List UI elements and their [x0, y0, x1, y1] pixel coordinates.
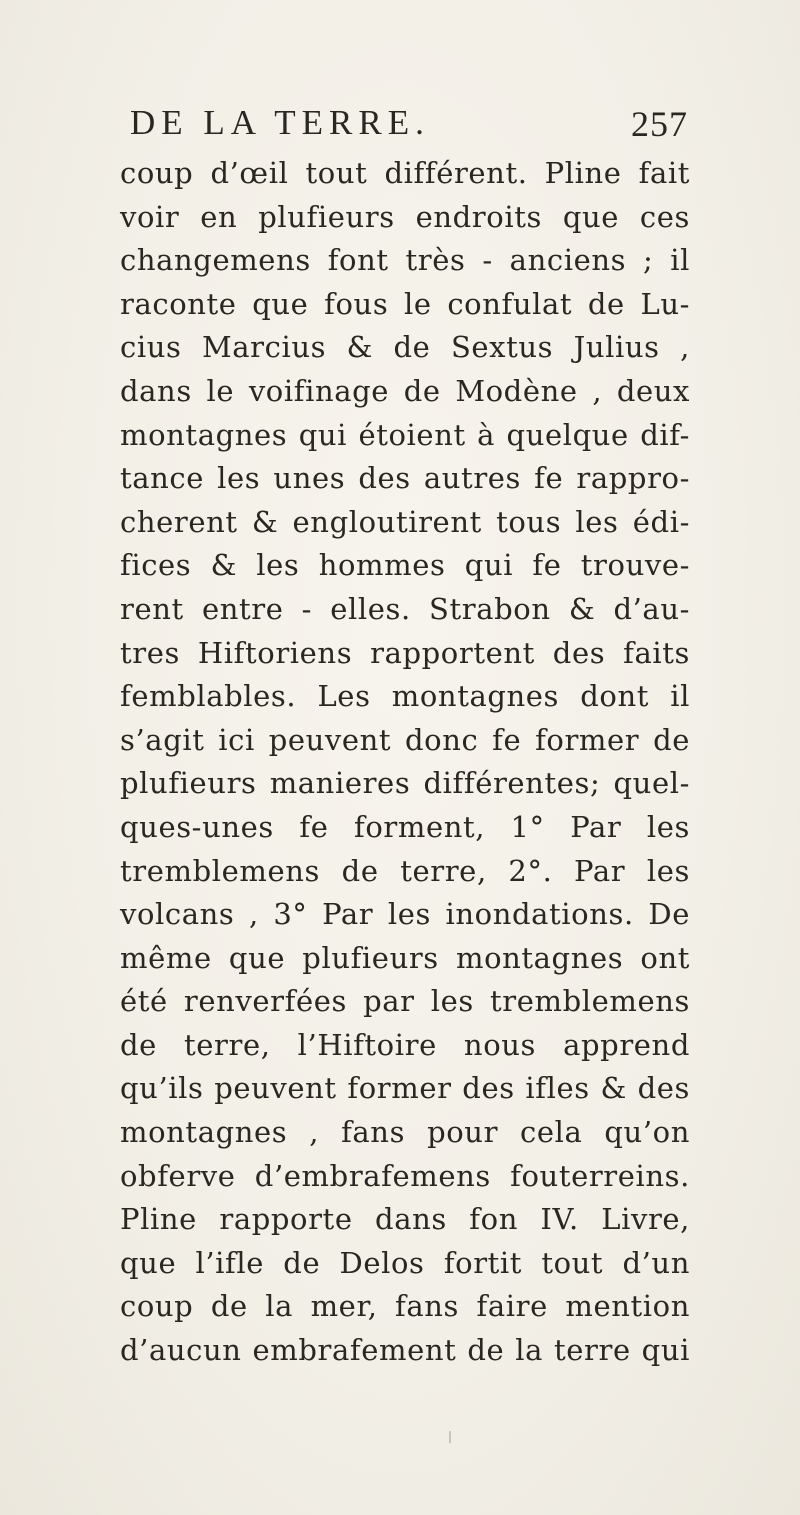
- text-line: raconte que fous le confulat de Lu-: [120, 286, 690, 321]
- body-text: [120, 152, 690, 1373]
- text-line: de terre, l’Hiftoire nous apprend: [120, 1027, 690, 1062]
- ink-mark: [449, 1431, 451, 1443]
- text-line: coup de la mer, fans faire mention: [120, 1289, 690, 1324]
- page-number: 257: [631, 104, 688, 144]
- text-line: tres Hiftoriens rapportent des faits: [120, 635, 690, 670]
- text-line: tremblemens de terre, 2°. Par les: [120, 853, 690, 888]
- text-line: fices & les hommes qui fe trouve-: [120, 548, 690, 583]
- text-line: Pline rapporte dans fon IV. Livre,: [120, 1202, 690, 1237]
- text-line: volcans , 3° Par les inondations. De: [120, 897, 690, 932]
- text-line: que l’ifle de Delos fortit tout d’un: [120, 1245, 690, 1280]
- text-line: cius Marcius & de Sextus Julius ,: [120, 330, 690, 365]
- text-line: dans le voifinage de Modène , deux: [120, 373, 690, 408]
- text-line: femblables. Les montagnes dont il: [120, 679, 690, 714]
- text-line: voir en plufieurs endroits que ces: [120, 199, 690, 234]
- running-head: [120, 103, 688, 153]
- text-line: qu’ils peuvent former des ifles & des: [120, 1071, 690, 1106]
- text-line: d’aucun embrafement de la terre qui: [120, 1333, 690, 1368]
- text-line: s’agit ici peuvent donc fe former de: [120, 722, 690, 757]
- text-line: obferve d’embrafemens fouterreins.: [120, 1158, 690, 1193]
- text-line: changemens font très - anciens ; il: [120, 243, 690, 278]
- text-line: coup d’œil tout différent. Pline fait: [120, 156, 690, 190]
- text-line: montagnes qui étoient à quelque dif-: [120, 417, 690, 452]
- text-line: tance les unes des autres fe rappro-: [120, 461, 690, 496]
- text-line: plufieurs manieres différentes; quel-: [120, 766, 690, 801]
- text-line: ques-unes fe forment, 1° Par les: [120, 809, 690, 844]
- text-line: été renverfées par les tremblemens: [120, 984, 690, 1019]
- text-line: même que plufieurs montagnes ont: [120, 940, 690, 975]
- running-title: DE LA TERRE.: [130, 103, 430, 142]
- text-line: cherent & engloutirent tous les édi-: [120, 504, 690, 539]
- text-line: rent entre - elles. Strabon & d’au-: [120, 591, 690, 626]
- text-line: montagnes , fans pour cela qu’on: [120, 1115, 690, 1150]
